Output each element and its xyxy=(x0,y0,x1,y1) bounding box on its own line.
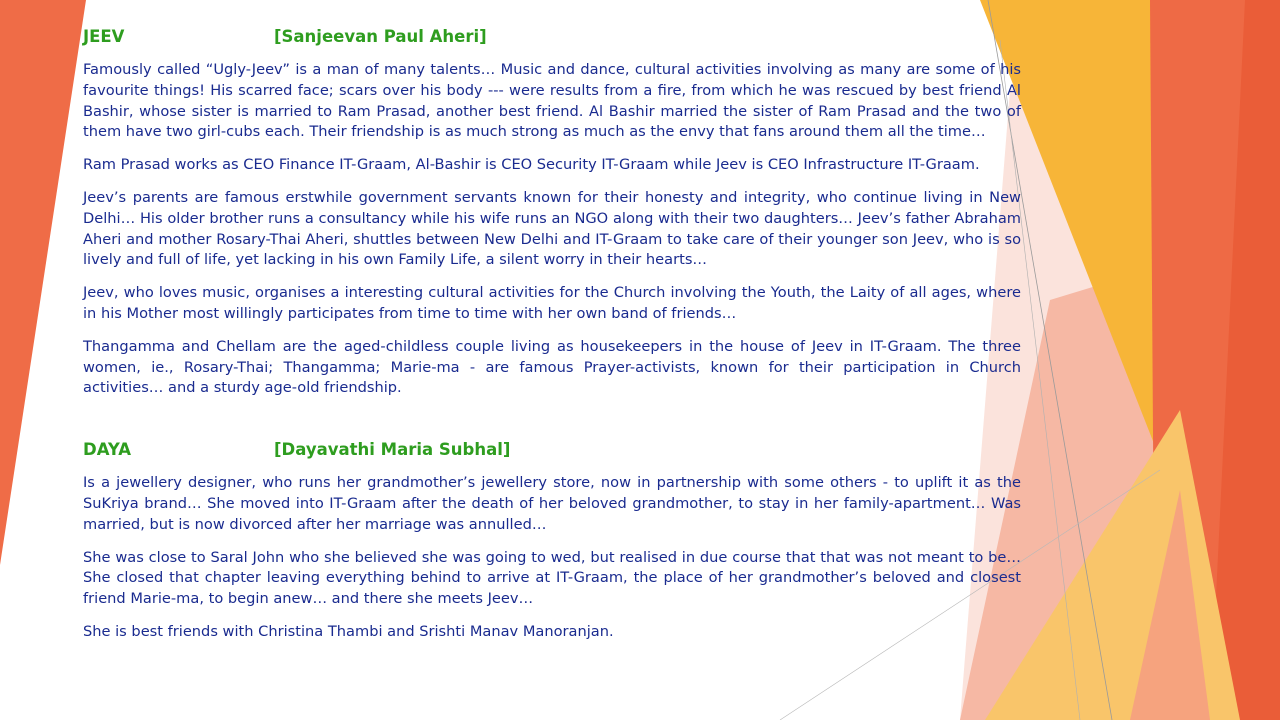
section-heading xyxy=(83,439,1021,461)
character-section-jeev xyxy=(83,26,1021,399)
section-spacer xyxy=(83,399,1021,439)
paragraph: Ram Prasad works as CEO Finance IT-Graam, Al-Bashir is CEO Security IT-Graam while Jeev is CEO Infrastructure IT-Graam. xyxy=(83,156,980,174)
character-short-name: JEEV xyxy=(83,27,125,46)
paragraph: Thangamma and Chellam are the aged-childless couple living as housekeepers in the house of Jeev in IT-Graam. The three women, ie., Rosary-Thai; Thangamma; Marie-ma - are famous Prayer-activists, known for their participation in Church activities… and a sturdy age-old friendship. xyxy=(83,337,1021,397)
character-full-name: [Sanjeevan Paul Aheri] xyxy=(274,27,487,46)
character-section-daya xyxy=(83,439,1021,643)
paragraph: She is best friends with Christina Thambi and Srishti Manav Manoranjan. xyxy=(83,622,614,640)
paragraph: Jeev, who loves music, organises a interesting cultural activities for the Church involving the Youth, the Laity of all ages, where in his Mother most willingly participates from time to time with her own band of friends… xyxy=(83,284,1021,322)
left-orange-wedge xyxy=(0,0,86,565)
character-full-name: [Dayavathi Maria Subhal] xyxy=(274,440,511,460)
section-heading xyxy=(83,26,1021,48)
paragraph: Is a jewellery designer, who runs her grandmother’s jewellery store, now in partnership with some others - to uplift it as the SuKriya brand… She moved into IT-Graam after the death of her beloved grandmother, to stay in her family-apartment… Was married, but is now divorced after her marriage was annulled… xyxy=(83,474,1021,533)
character-short-name: DAYA xyxy=(83,440,132,460)
paragraph: Jeev’s parents are famous erstwhile government servants known for their honesty and integrity, who continue living in New Delhi… His older brother runs a consultancy while his wife runs an NGO along with their two daughters… Jeev’s father Abraham Aheri and mother Rosary-Thai Aheri, shuttles between New Delhi and IT-Graam to take care of their younger son Jeev, who is so lively and full of life, yet lacking in his own Family Life, a silent worry in their hearts… xyxy=(83,188,1021,269)
slide-content xyxy=(83,26,1021,643)
paragraph: She was close to Saral John who she believed she was going to wed, but realised in due course that that was not meant to be… She closed that chapter leaving everything behind to arrive at IT-Graam, the place of her grandmother’s beloved and closest friend Marie-ma, to begin anew… and there she meets Jeev… xyxy=(83,548,1021,608)
paragraph: Famously called “Ugly-Jeev” is a man of many talents… Music and dance, cultural activities involving as many are some of his favourite things! His scarred face; scars over his body --- were results from a fire, from which he was rescued by best friend Al Bashir, whose sister is married to Ram Prasad, another best friend. Al Bashir married the sister of Ram Prasad and the two of them have two girl-cubs each. Their friendship is as much strong as much as the envy that fans around them all the time… xyxy=(83,61,1021,141)
